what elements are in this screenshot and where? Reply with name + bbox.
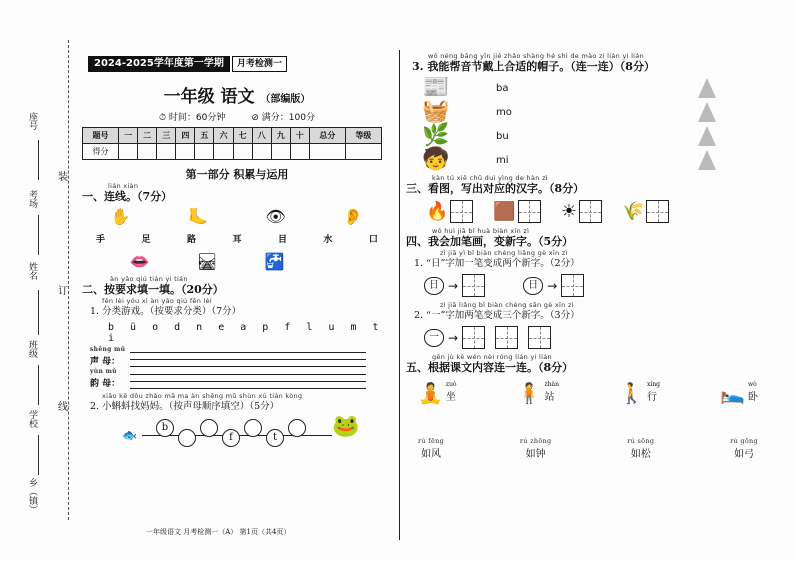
margin-line (38, 365, 39, 405)
q1-char[interactable]: 足 (141, 235, 151, 245)
exam-meta (82, 110, 392, 123)
basket-icon[interactable]: 🧺 (422, 99, 450, 124)
pose-item[interactable] (418, 381, 457, 403)
page-footer: 一年级语文 月考检测一（A） 第1页（共4页） (146, 528, 291, 536)
bead-blank[interactable] (288, 419, 306, 437)
pose-pinyin: xíng (646, 381, 660, 388)
word-pinyin: rú fēng (418, 437, 445, 445)
q1-pinyin: lián xiàn (108, 182, 139, 190)
word-pinyin: rú sōng (627, 437, 655, 445)
mouth-icon: 👄 (129, 252, 150, 271)
q2-sub1-pinyin: fēn lèi yóu xì àn yāo qiú fēn lèi (102, 297, 213, 305)
shengmu-answer-lines[interactable] (130, 346, 366, 367)
q2-title: 二、按要求填一填。（20分） (82, 283, 224, 296)
word-item[interactable] (627, 437, 654, 460)
score-input-cell[interactable] (176, 144, 195, 160)
score-cell: 一 (119, 128, 138, 144)
word-pinyin: rú gōng (730, 437, 758, 445)
pose-char: 行 (646, 392, 657, 403)
score-cell: 八 (252, 128, 271, 144)
score-row-label: 得分 (83, 144, 119, 160)
pose-pinyin: wò (747, 381, 757, 388)
q5-pinyin: wǒ huì jiā bǐ huà biàn xīn zì (432, 227, 530, 235)
q4-pinyin: kàn tú xiě chū duì yìng de hàn zì (432, 174, 548, 182)
q2-letters: b ü o d n e a p f l u m t i (108, 322, 384, 344)
word-item[interactable] (730, 437, 758, 460)
score-cell: 三 (157, 128, 176, 144)
pose-pinyin: zhàn (544, 381, 559, 388)
sun-icon: ☀ (560, 200, 577, 222)
margin-mark-ding: 订 (58, 286, 68, 297)
field-icon: 🟫 (493, 200, 516, 222)
score-input-cell[interactable] (252, 144, 271, 160)
exam-title-text: 一年级 语文 (163, 87, 255, 107)
score-cell: 二 (138, 128, 157, 144)
score-cell: 题号 (83, 128, 119, 144)
answer-box[interactable] (561, 274, 584, 297)
exam-edition: （部编版） (260, 94, 311, 105)
hand-icon: ✋ (110, 207, 131, 226)
score-input-cell[interactable] (119, 144, 138, 160)
ear-icon: 👂 (343, 207, 364, 226)
part-one-title: 第一部分 积累与运用 (185, 168, 289, 181)
arrow-icon: → (448, 330, 459, 345)
score-cell: 十 (290, 128, 309, 144)
exam-banner (88, 56, 392, 72)
tone-hat-icon[interactable] (698, 78, 716, 98)
margin-label-room: 考场 (27, 190, 37, 208)
tadpole-chain (82, 414, 392, 451)
newspaper-icon[interactable]: 📰 (422, 75, 450, 100)
word-text: 如松 (630, 449, 651, 460)
road-icon: 🛤 (196, 252, 218, 271)
score-cell: 四 (176, 128, 195, 144)
score-input-cell[interactable] (271, 144, 290, 160)
banner-tag: 月考检测一 (232, 56, 287, 72)
walking-person-icon: 🚶 (619, 381, 644, 405)
foot-icon: 🦶 (188, 207, 209, 226)
plant-icon[interactable]: 🌿 (422, 123, 450, 148)
score-cell: 九 (271, 128, 290, 144)
banner-title: 2024-2025学年度第一学期 (88, 56, 230, 72)
fire-icon: 🔥 (426, 200, 449, 222)
margin-line (38, 140, 39, 180)
score-input-cell[interactable] (309, 144, 345, 160)
pose-item[interactable] (517, 381, 559, 403)
q1-char[interactable]: 目 (277, 235, 287, 245)
syllable-bu[interactable]: bu (496, 130, 509, 142)
q1-title: 一、连线。（7分） (82, 190, 173, 203)
apple-char-icon: 日 (424, 277, 444, 295)
exam-full-score: ⊘ 满分：100分 (251, 113, 315, 123)
answer-box[interactable] (462, 326, 485, 349)
pose-item[interactable] (720, 381, 758, 403)
score-table (82, 127, 382, 160)
pose-char: 坐 (445, 392, 456, 403)
score-input-cell[interactable] (290, 144, 309, 160)
q3-match-grid (406, 75, 786, 172)
tone-hat-icon[interactable] (698, 150, 716, 170)
margin-line (38, 435, 39, 475)
score-input-cell[interactable] (138, 144, 157, 160)
q6-words-row (418, 437, 758, 460)
lying-person-icon: 🛌 (720, 381, 745, 405)
syllable-mo[interactable]: mo (496, 106, 512, 118)
shengmu-pinyin: shēng mǔ (90, 346, 126, 353)
bead-t: t (266, 429, 284, 447)
q3-title: 3. 我能帮音节戴上合适的帽子。（连一连）（8分） (412, 60, 655, 73)
margin-line (38, 290, 39, 335)
pose-char: 卧 (747, 392, 758, 403)
answer-box[interactable] (528, 326, 551, 349)
margin-line (38, 215, 39, 255)
crop-icon: 🌾 (621, 200, 645, 222)
shengmu-block (90, 346, 392, 367)
pose-char: 站 (544, 392, 555, 403)
bead-blank[interactable] (200, 419, 218, 437)
yunmu-block (90, 368, 392, 389)
right-column (406, 52, 786, 546)
answer-box[interactable] (646, 200, 669, 223)
tadpole-icon: 🐟 (122, 428, 137, 442)
score-input-cell[interactable] (214, 144, 233, 160)
q4-box-row (426, 200, 786, 223)
score-cell: 五 (195, 128, 214, 144)
child-icon[interactable]: 🧒 (422, 147, 450, 172)
bead-blank[interactable] (244, 419, 262, 437)
q5-title: 四、我会加笔画，变新字。（5分） (406, 235, 574, 248)
standing-person-icon: 🧍 (516, 381, 542, 405)
score-table-header (83, 128, 382, 144)
margin-label-school: 学校 (27, 410, 37, 428)
syllable-ba[interactable]: ba (496, 82, 509, 94)
frog-icon: 🐸 (332, 414, 360, 439)
word-pinyin: rú zhōng (519, 437, 552, 445)
q6-pose-row (418, 381, 758, 403)
q1-char[interactable]: 水 (323, 235, 333, 245)
left-column (82, 56, 392, 546)
q3-pinyin: wǒ néng bāng yīn jié zhǎo shàng hé shì de mào zi lián yi lián (428, 52, 644, 60)
apple-char-icon: 一 (424, 329, 444, 347)
word-text: 如风 (421, 449, 442, 460)
cut-line (68, 40, 69, 520)
q1-picture-row (82, 206, 392, 228)
water-tap-icon: 🚰 (264, 252, 285, 271)
shengmu-label: 声 母： (90, 357, 121, 367)
score-cell: 等级 (345, 128, 381, 144)
score-cell: 七 (233, 128, 252, 144)
eye-icon: 👁 (265, 207, 286, 226)
bead-f: f (222, 429, 240, 447)
sitting-person-icon: 🧘 (418, 381, 443, 405)
apple-char-icon: 日 (523, 277, 543, 295)
margin-label-town: 乡（镇） (27, 478, 37, 514)
q1-char[interactable]: 路 (186, 235, 196, 245)
bead-b: b (156, 419, 174, 437)
binding-margin (0, 0, 80, 561)
score-cell: 总分 (309, 128, 345, 144)
answer-box[interactable] (579, 200, 602, 223)
exam-title (82, 82, 392, 107)
tone-hat-icon[interactable] (698, 102, 716, 122)
q2-sub2: 2. 小蝌蚪找妈妈。（按声母顺序填空）（5分） (90, 401, 280, 412)
q5-sub2-pinyin: zì jiā liǎng bǐ biàn chéng sān gè xīn zì (440, 301, 574, 309)
q6-pinyin: gēn jù kè wén nèi róng lián yi lián (432, 353, 552, 361)
tone-hat-icon[interactable] (698, 126, 716, 146)
column-divider (399, 50, 400, 540)
q1-char[interactable]: 耳 (232, 235, 242, 245)
q1-char[interactable]: 口 (368, 235, 378, 245)
q2-pinyin: àn yāo qiú tián yi tián (110, 275, 188, 283)
pose-item[interactable] (619, 381, 660, 403)
score-input-cell[interactable] (157, 144, 176, 160)
word-text: 如弓 (734, 449, 755, 460)
score-input-cell[interactable] (233, 144, 252, 160)
q6-title: 五、根据课文内容连一连。（8分） (406, 361, 574, 374)
q5-sub1-row (424, 274, 786, 297)
arrow-icon: → (448, 278, 459, 293)
word-item[interactable] (418, 437, 444, 460)
q2-sub2-pinyin: xiǎo kē dǒu zhǎo mā ma àn shēng mǔ shùn xù tián kòng (102, 392, 303, 400)
syllable-mi[interactable]: mi (496, 154, 509, 166)
yunmu-answer-lines[interactable] (130, 368, 366, 389)
margin-label-name: 姓名 (27, 262, 37, 280)
yunmu-label: 韵 母： (90, 379, 121, 389)
score-table-row (83, 144, 382, 160)
score-input-cell[interactable] (195, 144, 214, 160)
exam-time: ⏱ 时间：60分钟 (159, 113, 226, 123)
score-input-cell[interactable] (345, 144, 381, 160)
bead-blank[interactable] (178, 429, 196, 447)
q1-picture-row-2 (82, 251, 392, 273)
word-item[interactable] (520, 437, 552, 460)
arrow-icon: → (547, 278, 558, 293)
q5-sub1-pinyin: zì jiā yì bǐ biàn chéng liǎng gè xīn zì (440, 249, 568, 257)
answer-box[interactable] (495, 326, 518, 349)
q5-sub2-row (424, 326, 786, 349)
answer-box[interactable] (450, 200, 473, 223)
q2-sub1: 1. 分类游戏。（按要求分类）（7分） (90, 306, 242, 317)
pose-pinyin: zuò (445, 381, 457, 388)
margin-label-seat: 座号 (27, 112, 37, 130)
margin-mark-zhuang: 装 (58, 172, 68, 183)
q1-char[interactable]: 手 (96, 235, 106, 245)
margin-mark-xian: 线 (58, 402, 68, 413)
q1-char-row (82, 232, 392, 245)
score-cell: 六 (214, 128, 233, 144)
answer-box[interactable] (462, 274, 485, 297)
q5-sub2: 2. “一”字加两笔变成三个新字。（3分） (414, 310, 580, 321)
word-text: 如钟 (525, 449, 546, 460)
yunmu-pinyin: yùn mǔ (90, 368, 117, 375)
margin-label-class: 班级 (27, 340, 37, 358)
q5-sub1: 1. “日”字加一笔变成两个新字。（2分） (414, 258, 580, 269)
answer-box[interactable] (518, 200, 541, 223)
q4-title: 三、看图，写出对应的汉字。（8分） (406, 182, 585, 195)
